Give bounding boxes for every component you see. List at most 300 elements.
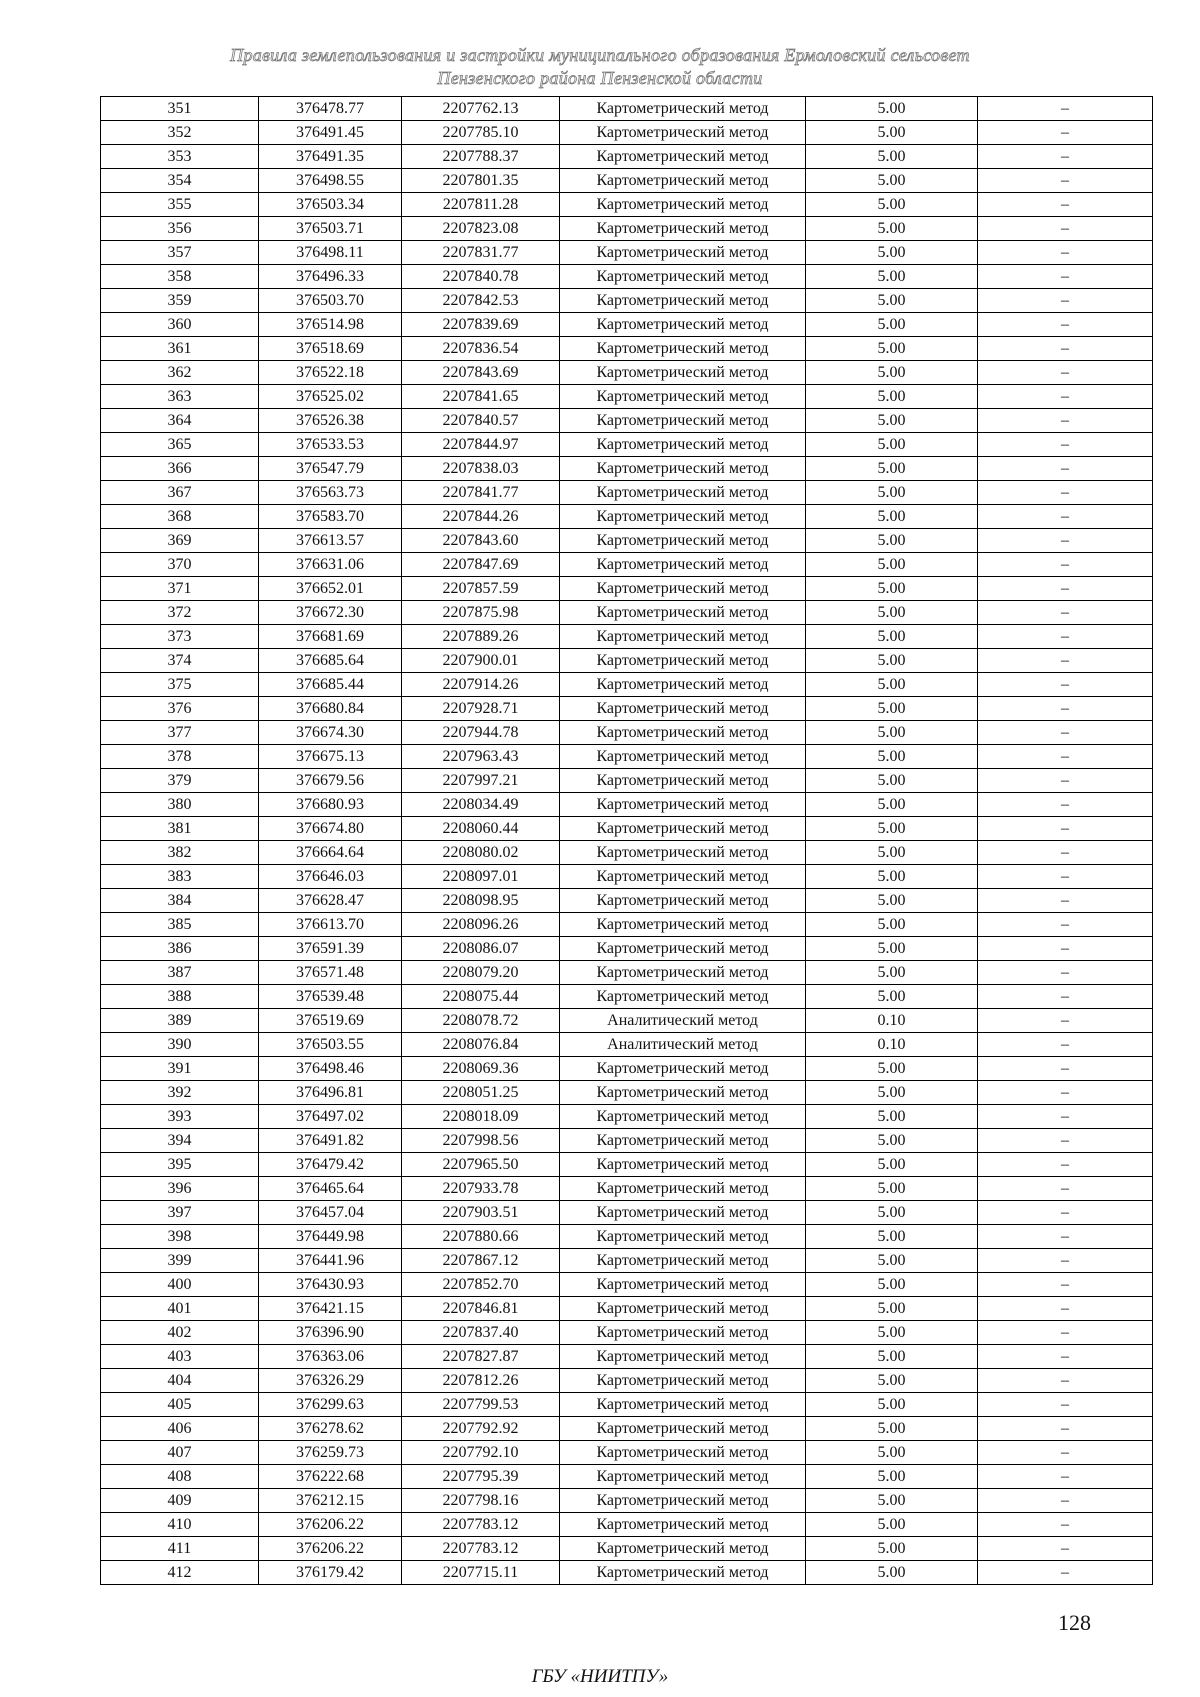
accuracy-cell: 5.00 [806, 457, 978, 481]
y-coordinate-cell: 2208078.72 [402, 1009, 560, 1033]
y-coordinate-cell: 2207933.78 [402, 1177, 560, 1201]
table-row [101, 745, 1153, 769]
note-cell: – [978, 841, 1153, 865]
y-coordinate-cell: 2207841.65 [402, 385, 560, 409]
point-number-cell: 352 [101, 121, 259, 145]
method-cell: Картометрический метод [560, 1417, 806, 1441]
x-coordinate-cell: 376465.64 [259, 1177, 402, 1201]
y-coordinate-cell: 2208069.36 [402, 1057, 560, 1081]
method-cell: Картометрический метод [560, 121, 806, 145]
x-coordinate-cell: 376491.82 [259, 1129, 402, 1153]
point-number-cell: 362 [101, 361, 259, 385]
table-row [101, 673, 1153, 697]
y-coordinate-cell: 2207875.98 [402, 601, 560, 625]
x-coordinate-cell: 376646.03 [259, 865, 402, 889]
note-cell: – [978, 337, 1153, 361]
accuracy-cell: 5.00 [806, 1225, 978, 1249]
method-cell: Картометрический метод [560, 1201, 806, 1225]
table-row [101, 385, 1153, 409]
table-row [101, 1489, 1153, 1513]
x-coordinate-cell: 376628.47 [259, 889, 402, 913]
table-row [101, 121, 1153, 145]
table-row [101, 865, 1153, 889]
note-cell: – [978, 457, 1153, 481]
point-number-cell: 373 [101, 625, 259, 649]
point-number-cell: 378 [101, 745, 259, 769]
accuracy-cell: 5.00 [806, 265, 978, 289]
header-line-1: Правила землепользования и застройки муниципального образования Ермоловский сельсовет [230, 45, 970, 65]
note-cell: – [978, 1225, 1153, 1249]
method-cell: Картометрический метод [560, 505, 806, 529]
y-coordinate-cell: 2207841.77 [402, 481, 560, 505]
table-row [101, 457, 1153, 481]
table-row [101, 1105, 1153, 1129]
x-coordinate-cell: 376674.30 [259, 721, 402, 745]
method-cell: Картометрический метод [560, 1489, 806, 1513]
x-coordinate-cell: 376680.84 [259, 697, 402, 721]
method-cell: Картометрический метод [560, 1129, 806, 1153]
y-coordinate-cell: 2207928.71 [402, 697, 560, 721]
y-coordinate-cell: 2208079.20 [402, 961, 560, 985]
method-cell: Картометрический метод [560, 145, 806, 169]
method-cell: Картометрический метод [560, 193, 806, 217]
note-cell: – [978, 865, 1153, 889]
note-cell: – [978, 409, 1153, 433]
point-number-cell: 402 [101, 1321, 259, 1345]
x-coordinate-cell: 376396.90 [259, 1321, 402, 1345]
method-cell: Картометрический метод [560, 1513, 806, 1537]
accuracy-cell: 5.00 [806, 1081, 978, 1105]
y-coordinate-cell: 2207903.51 [402, 1201, 560, 1225]
point-number-cell: 412 [101, 1561, 259, 1585]
point-number-cell: 369 [101, 529, 259, 553]
table-row [101, 649, 1153, 673]
table-row [101, 1081, 1153, 1105]
point-number-cell: 359 [101, 289, 259, 313]
table-row [101, 1249, 1153, 1273]
accuracy-cell: 5.00 [806, 961, 978, 985]
accuracy-cell: 5.00 [806, 1513, 978, 1537]
accuracy-cell: 5.00 [806, 337, 978, 361]
method-cell: Картометрический метод [560, 937, 806, 961]
accuracy-cell: 5.00 [806, 841, 978, 865]
point-number-cell: 396 [101, 1177, 259, 1201]
y-coordinate-cell: 2207900.01 [402, 649, 560, 673]
point-number-cell: 391 [101, 1057, 259, 1081]
point-number-cell: 377 [101, 721, 259, 745]
note-cell: – [978, 361, 1153, 385]
note-cell: – [978, 1369, 1153, 1393]
point-number-cell: 400 [101, 1273, 259, 1297]
y-coordinate-cell: 2207799.53 [402, 1393, 560, 1417]
point-number-cell: 358 [101, 265, 259, 289]
accuracy-cell: 5.00 [806, 409, 978, 433]
x-coordinate-cell: 376363.06 [259, 1345, 402, 1369]
note-cell: – [978, 169, 1153, 193]
point-number-cell: 354 [101, 169, 259, 193]
point-number-cell: 382 [101, 841, 259, 865]
table-row [101, 409, 1153, 433]
table-row [101, 1321, 1153, 1345]
method-cell: Картометрический метод [560, 1105, 806, 1129]
table-row [101, 217, 1153, 241]
note-cell: – [978, 121, 1153, 145]
accuracy-cell: 5.00 [806, 1417, 978, 1441]
y-coordinate-cell: 2208075.44 [402, 985, 560, 1009]
x-coordinate-cell: 376679.56 [259, 769, 402, 793]
x-coordinate-cell: 376179.42 [259, 1561, 402, 1585]
accuracy-cell: 5.00 [806, 577, 978, 601]
point-number-cell: 366 [101, 457, 259, 481]
note-cell: – [978, 913, 1153, 937]
x-coordinate-cell: 376498.55 [259, 169, 402, 193]
table-row [101, 1537, 1153, 1561]
accuracy-cell: 5.00 [806, 313, 978, 337]
y-coordinate-cell: 2207762.13 [402, 97, 560, 121]
note-cell: – [978, 1537, 1153, 1561]
accuracy-cell: 5.00 [806, 433, 978, 457]
note-cell: – [978, 577, 1153, 601]
accuracy-cell: 5.00 [806, 649, 978, 673]
table-row [101, 1033, 1153, 1057]
table-row [101, 169, 1153, 193]
coordinates-table [100, 96, 1153, 1585]
table-row [101, 1441, 1153, 1465]
table-row [101, 1465, 1153, 1489]
x-coordinate-cell: 376498.46 [259, 1057, 402, 1081]
y-coordinate-cell: 2207944.78 [402, 721, 560, 745]
x-coordinate-cell: 376496.33 [259, 265, 402, 289]
table-row [101, 697, 1153, 721]
table-row [101, 1561, 1153, 1585]
method-cell: Картометрический метод [560, 433, 806, 457]
table-row [101, 985, 1153, 1009]
y-coordinate-cell: 2208080.02 [402, 841, 560, 865]
x-coordinate-cell: 376613.57 [259, 529, 402, 553]
method-cell: Картометрический метод [560, 1465, 806, 1489]
note-cell: – [978, 1057, 1153, 1081]
table-row [101, 265, 1153, 289]
method-cell: Картометрический метод [560, 889, 806, 913]
accuracy-cell: 5.00 [806, 625, 978, 649]
accuracy-cell: 5.00 [806, 1345, 978, 1369]
point-number-cell: 410 [101, 1513, 259, 1537]
note-cell: – [978, 97, 1153, 121]
point-number-cell: 405 [101, 1393, 259, 1417]
point-number-cell: 395 [101, 1153, 259, 1177]
x-coordinate-cell: 376503.71 [259, 217, 402, 241]
x-coordinate-cell: 376681.69 [259, 625, 402, 649]
note-cell: – [978, 1297, 1153, 1321]
method-cell: Картометрический метод [560, 265, 806, 289]
point-number-cell: 364 [101, 409, 259, 433]
accuracy-cell: 0.10 [806, 1033, 978, 1057]
table-row [101, 577, 1153, 601]
method-cell: Картометрический метод [560, 457, 806, 481]
note-cell: – [978, 1489, 1153, 1513]
table-row [101, 313, 1153, 337]
method-cell: Картометрический метод [560, 337, 806, 361]
note-cell: – [978, 313, 1153, 337]
point-number-cell: 351 [101, 97, 259, 121]
accuracy-cell: 5.00 [806, 913, 978, 937]
y-coordinate-cell: 2207965.50 [402, 1153, 560, 1177]
point-number-cell: 401 [101, 1297, 259, 1321]
accuracy-cell: 5.00 [806, 289, 978, 313]
x-coordinate-cell: 376491.35 [259, 145, 402, 169]
note-cell: – [978, 1129, 1153, 1153]
accuracy-cell: 5.00 [806, 385, 978, 409]
table-row [101, 817, 1153, 841]
point-number-cell: 372 [101, 601, 259, 625]
x-coordinate-cell: 376498.11 [259, 241, 402, 265]
point-number-cell: 408 [101, 1465, 259, 1489]
method-cell: Картометрический метод [560, 1225, 806, 1249]
point-number-cell: 360 [101, 313, 259, 337]
y-coordinate-cell: 2207857.59 [402, 577, 560, 601]
point-number-cell: 375 [101, 673, 259, 697]
method-cell: Картометрический метод [560, 865, 806, 889]
note-cell: – [978, 1105, 1153, 1129]
y-coordinate-cell: 2208096.26 [402, 913, 560, 937]
point-number-cell: 380 [101, 793, 259, 817]
method-cell: Картометрический метод [560, 961, 806, 985]
method-cell: Картометрический метод [560, 601, 806, 625]
point-number-cell: 399 [101, 1249, 259, 1273]
table-row [101, 1057, 1153, 1081]
table-row [101, 769, 1153, 793]
y-coordinate-cell: 2207839.69 [402, 313, 560, 337]
note-cell: – [978, 529, 1153, 553]
table-row [101, 505, 1153, 529]
note-cell: – [978, 1441, 1153, 1465]
x-coordinate-cell: 376259.73 [259, 1441, 402, 1465]
note-cell: – [978, 1345, 1153, 1369]
point-number-cell: 403 [101, 1345, 259, 1369]
x-coordinate-cell: 376685.64 [259, 649, 402, 673]
y-coordinate-cell: 2207840.78 [402, 265, 560, 289]
y-coordinate-cell: 2207844.26 [402, 505, 560, 529]
y-coordinate-cell: 2207785.10 [402, 121, 560, 145]
note-cell: – [978, 1561, 1153, 1585]
method-cell: Картометрический метод [560, 289, 806, 313]
accuracy-cell: 0.10 [806, 1009, 978, 1033]
accuracy-cell: 5.00 [806, 1297, 978, 1321]
x-coordinate-cell: 376457.04 [259, 1201, 402, 1225]
accuracy-cell: 5.00 [806, 793, 978, 817]
point-number-cell: 394 [101, 1129, 259, 1153]
point-number-cell: 374 [101, 649, 259, 673]
table-row [101, 841, 1153, 865]
y-coordinate-cell: 2207783.12 [402, 1537, 560, 1561]
y-coordinate-cell: 2207880.66 [402, 1225, 560, 1249]
method-cell: Картометрический метод [560, 769, 806, 793]
y-coordinate-cell: 2207831.77 [402, 241, 560, 265]
table-row [101, 1129, 1153, 1153]
note-cell: – [978, 1273, 1153, 1297]
note-cell: – [978, 193, 1153, 217]
note-cell: – [978, 265, 1153, 289]
note-cell: – [978, 721, 1153, 745]
method-cell: Картометрический метод [560, 1345, 806, 1369]
accuracy-cell: 5.00 [806, 1177, 978, 1201]
x-coordinate-cell: 376514.98 [259, 313, 402, 337]
accuracy-cell: 5.00 [806, 169, 978, 193]
method-cell: Картометрический метод [560, 649, 806, 673]
accuracy-cell: 5.00 [806, 553, 978, 577]
y-coordinate-cell: 2207798.16 [402, 1489, 560, 1513]
accuracy-cell: 5.00 [806, 1105, 978, 1129]
y-coordinate-cell: 2207843.69 [402, 361, 560, 385]
accuracy-cell: 5.00 [806, 1561, 978, 1585]
method-cell: Картометрический метод [560, 913, 806, 937]
x-coordinate-cell: 376497.02 [259, 1105, 402, 1129]
note-cell: – [978, 649, 1153, 673]
x-coordinate-cell: 376212.15 [259, 1489, 402, 1513]
document-footer: ГБУ «НИИТПУ» [531, 1666, 669, 1687]
accuracy-cell: 5.00 [806, 1537, 978, 1561]
method-cell: Картометрический метод [560, 673, 806, 697]
y-coordinate-cell: 2207997.21 [402, 769, 560, 793]
x-coordinate-cell: 376519.69 [259, 1009, 402, 1033]
y-coordinate-cell: 2207783.12 [402, 1513, 560, 1537]
coordinates-table-body [101, 97, 1153, 1585]
note-cell: – [978, 793, 1153, 817]
x-coordinate-cell: 376206.22 [259, 1513, 402, 1537]
y-coordinate-cell: 2207867.12 [402, 1249, 560, 1273]
y-coordinate-cell: 2207846.81 [402, 1297, 560, 1321]
accuracy-cell: 5.00 [806, 529, 978, 553]
accuracy-cell: 5.00 [806, 1489, 978, 1513]
x-coordinate-cell: 376522.18 [259, 361, 402, 385]
method-cell: Картометрический метод [560, 385, 806, 409]
table-row [101, 625, 1153, 649]
point-number-cell: 379 [101, 769, 259, 793]
y-coordinate-cell: 2207998.56 [402, 1129, 560, 1153]
y-coordinate-cell: 2207836.54 [402, 337, 560, 361]
y-coordinate-cell: 2207837.40 [402, 1321, 560, 1345]
method-cell: Картометрический метод [560, 841, 806, 865]
accuracy-cell: 5.00 [806, 1249, 978, 1273]
point-number-cell: 404 [101, 1369, 259, 1393]
point-number-cell: 353 [101, 145, 259, 169]
method-cell: Аналитический метод [560, 1009, 806, 1033]
accuracy-cell: 5.00 [806, 481, 978, 505]
method-cell: Картометрический метод [560, 1561, 806, 1585]
method-cell: Картометрический метод [560, 793, 806, 817]
note-cell: – [978, 1009, 1153, 1033]
method-cell: Картометрический метод [560, 1393, 806, 1417]
point-number-cell: 388 [101, 985, 259, 1009]
accuracy-cell: 5.00 [806, 937, 978, 961]
point-number-cell: 383 [101, 865, 259, 889]
y-coordinate-cell: 2207792.10 [402, 1441, 560, 1465]
point-number-cell: 385 [101, 913, 259, 937]
point-number-cell: 357 [101, 241, 259, 265]
table-row [101, 1153, 1153, 1177]
x-coordinate-cell: 376539.48 [259, 985, 402, 1009]
y-coordinate-cell: 2207788.37 [402, 145, 560, 169]
y-coordinate-cell: 2208076.84 [402, 1033, 560, 1057]
point-number-cell: 370 [101, 553, 259, 577]
table-row [101, 433, 1153, 457]
point-number-cell: 356 [101, 217, 259, 241]
y-coordinate-cell: 2207715.11 [402, 1561, 560, 1585]
note-cell: – [978, 769, 1153, 793]
table-row [101, 1369, 1153, 1393]
table-row [101, 553, 1153, 577]
x-coordinate-cell: 376479.42 [259, 1153, 402, 1177]
method-cell: Картометрический метод [560, 1369, 806, 1393]
y-coordinate-cell: 2207889.26 [402, 625, 560, 649]
point-number-cell: 411 [101, 1537, 259, 1561]
x-coordinate-cell: 376518.69 [259, 337, 402, 361]
x-coordinate-cell: 376526.38 [259, 409, 402, 433]
header-line-2: Пензенского района Пензенской области [437, 68, 763, 88]
table-row [101, 937, 1153, 961]
point-number-cell: 389 [101, 1009, 259, 1033]
table-row [101, 1009, 1153, 1033]
x-coordinate-cell: 376491.45 [259, 121, 402, 145]
point-number-cell: 386 [101, 937, 259, 961]
note-cell: – [978, 961, 1153, 985]
note-cell: – [978, 433, 1153, 457]
x-coordinate-cell: 376222.68 [259, 1465, 402, 1489]
note-cell: – [978, 145, 1153, 169]
x-coordinate-cell: 376525.02 [259, 385, 402, 409]
accuracy-cell: 5.00 [806, 1153, 978, 1177]
note-cell: – [978, 217, 1153, 241]
y-coordinate-cell: 2208018.09 [402, 1105, 560, 1129]
note-cell: – [978, 1249, 1153, 1273]
point-number-cell: 397 [101, 1201, 259, 1225]
y-coordinate-cell: 2207914.26 [402, 673, 560, 697]
accuracy-cell: 5.00 [806, 1465, 978, 1489]
note-cell: – [978, 1513, 1153, 1537]
table-row [101, 721, 1153, 745]
method-cell: Картометрический метод [560, 241, 806, 265]
point-number-cell: 376 [101, 697, 259, 721]
note-cell: – [978, 601, 1153, 625]
method-cell: Картометрический метод [560, 409, 806, 433]
table-row [101, 145, 1153, 169]
document-header [0, 44, 1200, 90]
method-cell: Картометрический метод [560, 1441, 806, 1465]
y-coordinate-cell: 2207852.70 [402, 1273, 560, 1297]
y-coordinate-cell: 2207843.60 [402, 529, 560, 553]
accuracy-cell: 5.00 [806, 97, 978, 121]
y-coordinate-cell: 2207963.43 [402, 745, 560, 769]
table-row [101, 289, 1153, 313]
x-coordinate-cell: 376672.30 [259, 601, 402, 625]
note-cell: – [978, 625, 1153, 649]
table-row [101, 1417, 1153, 1441]
table-row [101, 241, 1153, 265]
accuracy-cell: 5.00 [806, 601, 978, 625]
accuracy-cell: 5.00 [806, 721, 978, 745]
accuracy-cell: 5.00 [806, 1369, 978, 1393]
note-cell: – [978, 241, 1153, 265]
method-cell: Картометрический метод [560, 817, 806, 841]
x-coordinate-cell: 376563.73 [259, 481, 402, 505]
x-coordinate-cell: 376278.62 [259, 1417, 402, 1441]
method-cell: Картометрический метод [560, 169, 806, 193]
method-cell: Картометрический метод [560, 1153, 806, 1177]
accuracy-cell: 5.00 [806, 745, 978, 769]
y-coordinate-cell: 2207844.97 [402, 433, 560, 457]
note-cell: – [978, 745, 1153, 769]
table-row [101, 529, 1153, 553]
